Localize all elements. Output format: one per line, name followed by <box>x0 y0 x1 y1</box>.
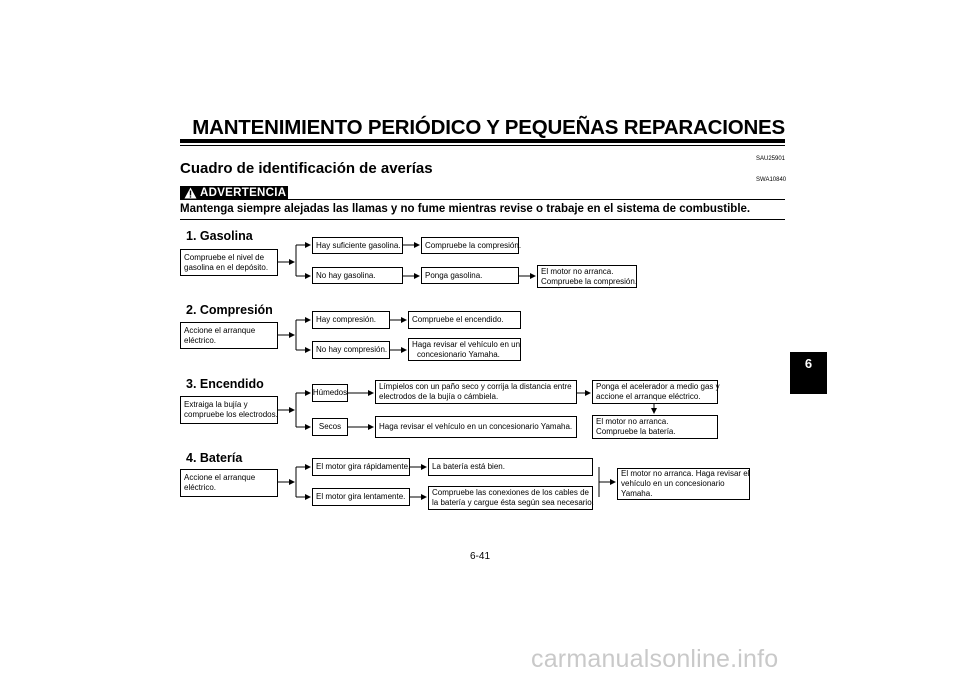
box-text: Hay suficiente gasolina. <box>316 240 401 250</box>
box-text-line: la batería y cargue ésta según sea necesario. <box>432 498 594 507</box>
box-text-line: electrodos de la bujía o cámbiela. <box>379 392 499 401</box>
flow-encendido-option-a-final2-box <box>592 415 718 439</box>
box-text-line: eléctrico. <box>184 335 217 345</box>
box-text-line: El motor no arranca. <box>596 417 669 426</box>
box-text-line: vehículo en un concesionario <box>621 479 725 488</box>
flow-compresion-heading: 2. Compresión <box>186 303 273 317</box>
flow-bateria-option-a-result-box <box>428 458 593 476</box>
box-text-line: Haga revisar el vehículo en un <box>412 339 521 349</box>
flow-gasolina-final-box <box>537 265 637 288</box>
flow-compresion-option-a-result-box <box>408 311 521 329</box>
box-text-line: Compruebe el nivel de <box>184 252 265 262</box>
box-text-line: compruebe los electrodos. <box>184 410 278 419</box>
flow-encendido-option-b-result-box <box>375 416 577 438</box>
section-code: SAU25901 <box>756 156 786 162</box>
flow-compresion-option-b-result-box <box>408 338 521 361</box>
flow-gasolina-start-box <box>180 249 278 276</box>
box-text-line: Compruebe la compresión. <box>541 276 638 286</box>
box-text-line: Accione el arranque <box>184 325 256 335</box>
flow-compresion-start-box <box>180 322 278 349</box>
box-text: El motor gira lentamente. <box>316 492 406 501</box>
page-number: 6-41 <box>470 551 491 562</box>
flow-compresion-option-b-box <box>312 341 390 359</box>
chapter-tab: 6 <box>790 352 827 394</box>
box-text-line: Accione el arranque <box>184 473 256 482</box>
flow-encendido-option-a-box <box>312 384 348 402</box>
flow-gasolina-option-a-result-box <box>421 237 522 254</box>
box-text-line: El motor no arranca. <box>541 266 614 276</box>
box-text-line: Compruebe la batería. <box>596 427 676 436</box>
box-text-line: gasolina en el depósito. <box>184 262 269 272</box>
box-text: No hay gasolina. <box>316 270 376 280</box>
flow-encendido-option-a-result-box <box>375 380 577 404</box>
box-text-line: Límpielos con un paño seco y corrija la distancia entre <box>379 382 572 391</box>
box-text: Secos <box>318 422 342 431</box>
flow-bateria-option-b-box <box>312 488 410 506</box>
box-text: El motor gira rápidamente. <box>316 462 411 471</box>
flow-bateria-final-box <box>617 468 750 500</box>
box-text-line: accione el arranque eléctrico. <box>596 392 701 401</box>
warning-label: ADVERTENCIA <box>200 187 287 199</box>
flow-encendido-option-a-final-box <box>592 380 718 404</box>
box-text-line: eléctrico. <box>184 483 217 492</box>
box-text: Húmedos <box>312 388 348 397</box>
box-text-line: Ponga el acelerador a medio gas y <box>596 382 720 391</box>
box-text: Hay compresión. <box>316 315 377 324</box>
box-text-line: El motor no arranca. Haga revisar el <box>621 469 750 478</box>
flow-gasolina-option-b-result-box <box>421 267 519 284</box>
flow-bateria-start-box <box>180 469 278 497</box>
box-text: La batería está bien. <box>432 462 505 471</box>
warning-text: Mantenga siempre alejadas las llamas y no fume mientras revise o trabaje en el sistema de combustible. <box>180 203 751 215</box>
flow-bateria-heading: 4. Batería <box>186 451 243 465</box>
box-text: Ponga gasolina. <box>425 270 483 280</box>
flow-encendido-heading: 3. Encendido <box>186 377 264 391</box>
box-text: Compruebe la compresión. <box>425 240 522 250</box>
flow-bateria-option-a-box <box>312 458 410 476</box>
flow-gasolina-option-b-box <box>312 267 403 284</box>
box-text-line: Yamaha. <box>621 489 653 498</box>
watermark: carmanualsonline.info <box>531 645 779 673</box>
box-text-line: Extraiga la bujía y <box>184 400 248 409</box>
box-text: No hay compresión. <box>316 345 388 354</box>
flow-gasolina-heading: 1. Gasolina <box>186 229 253 243</box>
warning-code: SWA10840 <box>756 177 787 183</box>
section-title: Cuadro de identificación de averías <box>180 160 433 177</box>
flow-encendido-start-box <box>180 396 278 424</box>
flow-gasolina-option-a-box <box>312 237 403 254</box>
box-text-line: Compruebe las conexiones de los cables de <box>432 488 589 497</box>
box-text-line: concesionario Yamaha. <box>417 349 500 359</box>
flow-bateria-option-b-result-box <box>428 486 593 510</box>
page-header-title: MANTENIMIENTO PERIÓDICO Y PEQUEÑAS REPARACIONES <box>192 116 785 139</box>
box-text: Compruebe el encendido. <box>412 315 504 324</box>
flow-compresion-option-a-box <box>312 311 390 329</box>
box-text: Haga revisar el vehículo en un concesionario Yamaha. <box>379 422 573 431</box>
flow-encendido-option-b-box <box>312 418 348 436</box>
